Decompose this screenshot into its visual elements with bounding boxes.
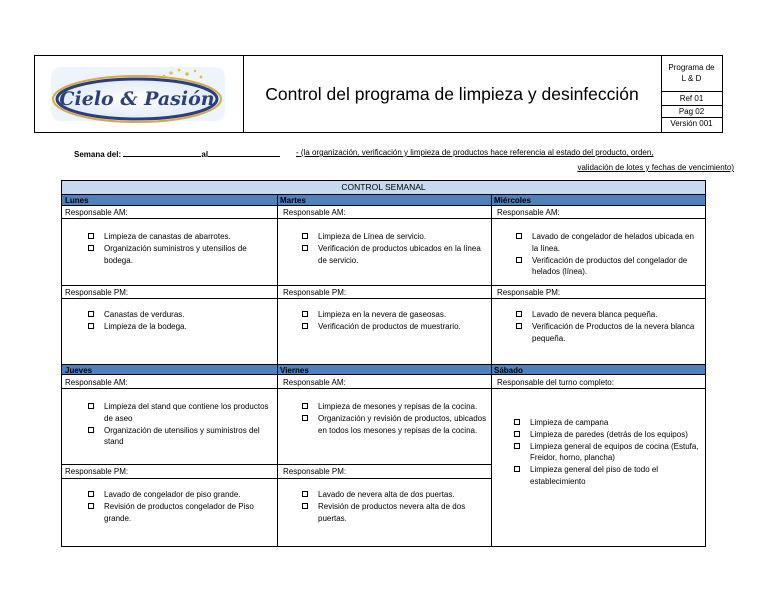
jueves-pm-tasks: [88, 489, 273, 524]
checklist-item[interactable]: Verificación de Productos de la nevera blanca pequeña.: [516, 321, 701, 345]
day-header-jueves: Jueves: [62, 364, 277, 375]
viernes-pm-tasks: [302, 489, 487, 524]
checkbox-icon[interactable]: [88, 323, 94, 329]
checklist-item[interactable]: Revisión de productos nevera alta de dos puertas.: [302, 501, 487, 525]
week-note-line2: validación de lotes y fechas de vencimiento): [577, 163, 734, 172]
jueves-am-tasks: [88, 401, 273, 448]
sabado-tasks: [514, 417, 702, 488]
checklist-item[interactable]: Limpieza de paredes (detrás de los equipos): [514, 429, 702, 441]
checkbox-icon[interactable]: [514, 419, 520, 425]
checklist-item[interactable]: Limpieza en la nevera de gaseosas.: [302, 309, 487, 321]
week-al-label: al: [201, 150, 209, 159]
miercoles-pm-tasks: [516, 309, 701, 344]
checkbox-icon[interactable]: [88, 491, 94, 497]
table-title: CONTROL SEMANAL: [62, 181, 705, 195]
checkbox-icon[interactable]: [302, 323, 308, 329]
jueves-am-label: Responsable AM:: [65, 378, 128, 387]
row-divider: [62, 218, 705, 219]
day-header-lunes: Lunes: [62, 195, 277, 206]
checkbox-icon[interactable]: [88, 311, 94, 317]
martes-pm-tasks: [302, 309, 487, 333]
checklist-item[interactable]: Lavado de nevera alta de dos puertas.: [302, 489, 487, 501]
checkbox-icon[interactable]: [514, 443, 520, 449]
meta-ref: Ref 01: [661, 92, 722, 106]
logo-text: Cielo & Pasión: [59, 88, 215, 110]
meta-programa: Programa de L & D: [661, 56, 722, 92]
title-cell: [243, 56, 662, 132]
row-divider: [491, 388, 705, 389]
cielo-pasion-logo: [49, 63, 227, 125]
checkbox-icon[interactable]: [88, 427, 94, 433]
week-start-field[interactable]: [123, 148, 201, 157]
day-header-viernes: Viernes: [277, 364, 491, 375]
checklist-item[interactable]: Revisión de productos congelador de Piso grande.: [88, 501, 273, 525]
checklist-item[interactable]: Organización de utensilios y suministros del stand: [88, 425, 273, 449]
row-divider: [62, 388, 491, 389]
miercoles-am-tasks: [516, 231, 701, 278]
checklist-item[interactable]: Limpieza general de equipos de cocina (Estufa, Freidor, horno, plancha): [514, 441, 702, 465]
viernes-am-tasks: [302, 401, 487, 436]
lunes-am-tasks: [88, 231, 273, 266]
checkbox-icon[interactable]: [88, 503, 94, 509]
checklist-item[interactable]: Limpieza de campana: [514, 417, 702, 429]
checklist-item[interactable]: Limpieza general del piso de todo el establecimiento: [514, 464, 702, 488]
document-header: [34, 55, 723, 133]
meta-cell: [661, 56, 722, 132]
viernes-am-label: Responsable AM:: [283, 378, 346, 387]
checkbox-icon[interactable]: [302, 491, 308, 497]
column-divider: [277, 195, 278, 546]
checklist-item[interactable]: Verificación de productos ubicados en la línea de servicio.: [302, 243, 487, 267]
checkbox-icon[interactable]: [516, 311, 522, 317]
checkbox-icon[interactable]: [516, 257, 522, 263]
meta-version: Versión 001: [670, 119, 713, 128]
lunes-pm-tasks: [88, 309, 273, 333]
miercoles-am-label: Responsable AM:: [497, 208, 560, 217]
checkbox-icon[interactable]: [88, 403, 94, 409]
week-end-field[interactable]: [208, 148, 280, 157]
martes-pm-label: Responsable PM:: [283, 288, 347, 297]
checklist-item[interactable]: Limpieza de mesones y repisas de la cocina.: [302, 401, 487, 413]
lunes-am-label: Responsable AM:: [65, 208, 128, 217]
checklist-item[interactable]: Organización y revisión de productos, ubicados en todos los mesones y repisas de la cocina.: [302, 413, 487, 437]
checkbox-icon[interactable]: [302, 233, 308, 239]
checkbox-icon[interactable]: [302, 503, 308, 509]
week-line: [74, 148, 280, 159]
viernes-pm-label: Responsable PM:: [283, 467, 347, 476]
checkbox-icon[interactable]: [302, 245, 308, 251]
martes-am-label: Responsable AM:: [283, 208, 346, 217]
logo-cell: [35, 56, 244, 132]
document-title: Control del programa de limpieza y desinfección: [265, 83, 639, 104]
day-header-sabado: Sábado: [491, 364, 705, 375]
martes-am-tasks: [302, 231, 487, 266]
row-divider: [62, 478, 491, 479]
checkbox-icon[interactable]: [516, 233, 522, 239]
checkbox-icon[interactable]: [88, 233, 94, 239]
row-divider: [62, 464, 491, 465]
row-divider: [62, 285, 705, 286]
day-header-martes: Martes: [277, 195, 491, 206]
row-divider: [62, 298, 705, 299]
checklist-item[interactable]: Lavado de congelador de helados ubicada en la línea.: [516, 231, 701, 255]
sabado-label: Responsable del turno completo:: [497, 378, 614, 387]
column-divider: [491, 195, 492, 546]
checklist-item[interactable]: Verificación de productos del congelador de helados (línea).: [516, 255, 701, 279]
miercoles-pm-label: Responsable PM:: [497, 288, 561, 297]
checkbox-icon[interactable]: [514, 431, 520, 437]
meta-pag: Pag 02: [661, 106, 722, 118]
jueves-pm-label: Responsable PM:: [65, 467, 129, 476]
checklist-item[interactable]: Organización suministros y utensilios de bodega.: [88, 243, 273, 267]
checklist-item[interactable]: Limpieza del stand que contiene los productos de aseo: [88, 401, 273, 425]
checklist-item[interactable]: Lavado de nevera blanca pequeña.: [516, 309, 701, 321]
checkbox-icon[interactable]: [514, 466, 520, 472]
week-note-line1: - (la organización, verificación y limpieza de productos hace referencia al estado del producto, orden,: [296, 148, 654, 157]
checkbox-icon[interactable]: [302, 311, 308, 317]
checklist-item[interactable]: Verificación de productos de muestrario.: [302, 321, 487, 333]
checkbox-icon[interactable]: [516, 323, 522, 329]
checklist-item[interactable]: Canastas de verduras.: [88, 309, 273, 321]
checkbox-icon[interactable]: [88, 245, 94, 251]
checklist-item[interactable]: Lavado de congelador de piso grande.: [88, 489, 273, 501]
weekly-control-table: [61, 180, 706, 547]
checkbox-icon[interactable]: [302, 403, 308, 409]
day-header-miercoles: Miércoles: [491, 195, 705, 206]
lunes-pm-label: Responsable PM:: [65, 288, 129, 297]
checkbox-icon[interactable]: [302, 415, 308, 421]
week-label: Semana del:: [74, 150, 122, 159]
checklist-item[interactable]: Limpieza de Línea de servicio.: [302, 231, 487, 243]
checklist-item[interactable]: Limpieza de canastas de abarrotes.: [88, 231, 273, 243]
checklist-item[interactable]: Limpieza de la bodega.: [88, 321, 273, 333]
